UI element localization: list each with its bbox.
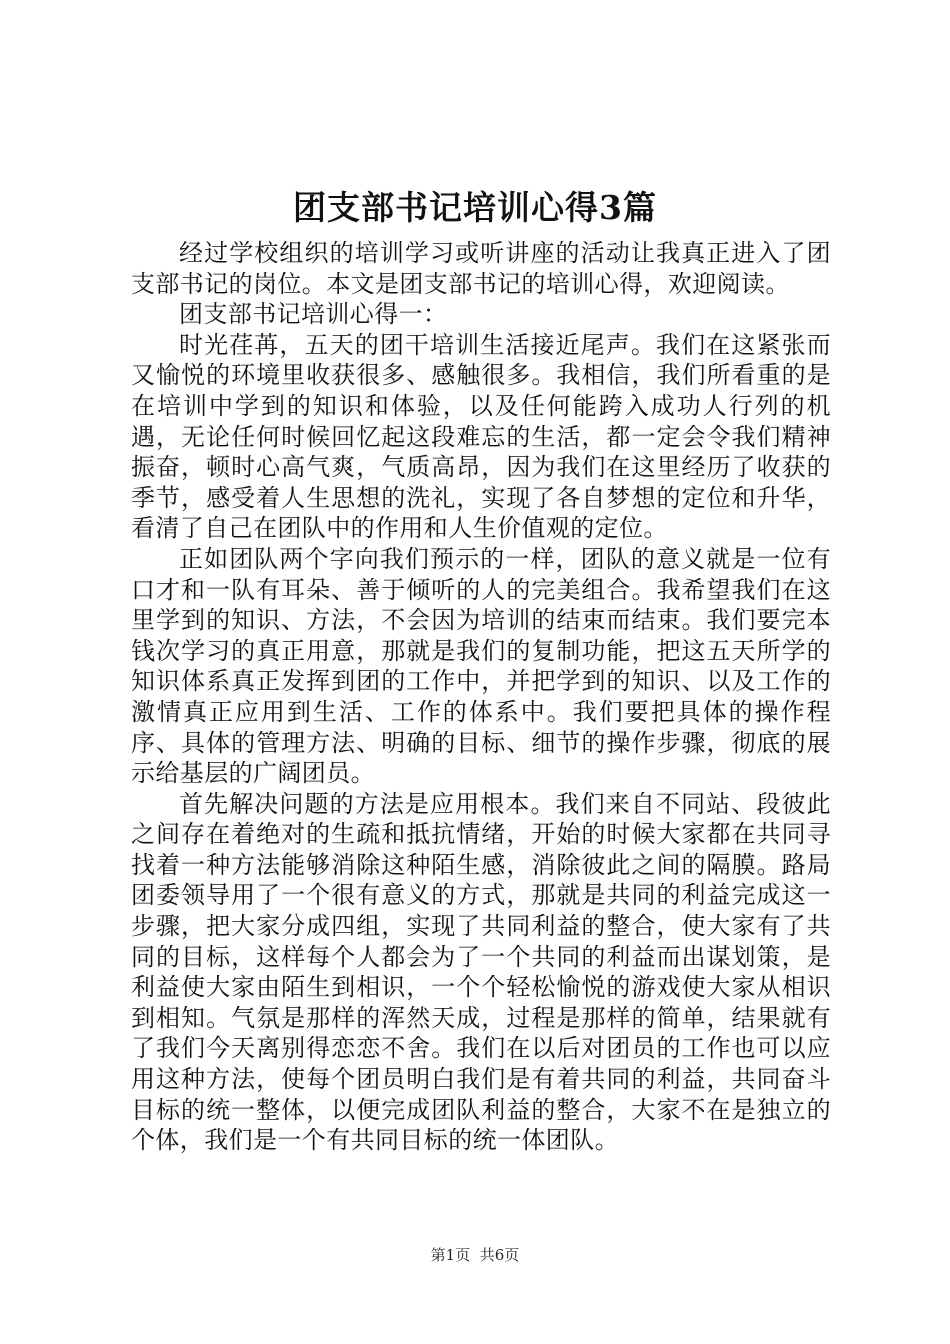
paragraph-intro: 经过学校组织的培训学习或听讲座的活动让我真正进入了团支部书记的岗位。本文是团支部书记的培训心得，欢迎阅读。 <box>131 239 831 298</box>
paragraph: 正如团队两个字向我们预示的一样，团队的意义就是一位有口才和一队有耳朵、善于倾听的人的完美组合。我希望我们在这里学到的知识、方法，不会因为培训的结束而结束。我们要完本钱次学习的真正用意，那就是我们的复制功能，把这五天所学的知识体系真正发挥到团的工作中，并把学到的知识、以及工作的激情真正应用到生活、工作的体系中。我们要把具体的操作程序、具体的管理方法、明确的目标、细节的操作步骤，彻底的展示给基层的广阔团员。 <box>131 544 831 788</box>
section-heading: 团支部书记培训心得一： <box>179 300 448 329</box>
paragraph: 首先解决问题的方法是应用根本。我们来自不同站、段彼此之间存在着绝对的生疏和抵抗情绪，开始的时候大家都在共同寻找着一种方法能够消除这种陌生感，消除彼此之间的隔膜。路局团委领导用了一个很有意义的方式，那就是共同的利益完成这一步骤，把大家分成四组，实现了共同利益的整合，使大家有了共同的目标，这样每个人都会为了一个共同的利益而出谋划策，是利益使大家由陌生到相识，一个个轻松愉悦的游戏使大家从相识到相知。气氛是那样的浑然天成，过程是那样的简单，结果就有了我们今天离别得恋恋不舍。我们在以后对团员的工作也可以应用这种方法，使每个团员明白我们是有着共同的利益，共同奋斗目标的统一整体，以便完成团队利益的整合，大家不在是独立的个体，我们是一个有共同目标的统一体团队。 <box>131 789 831 1155</box>
paragraph: 时光荏苒，五天的团干培训生活接近尾声。我们在这紧张而又愉悦的环境里收获很多、感触很多。我相信，我们所看重的是在培训中学到的知识和体验，以及任何能跨入成功人行列的机遇，无论任何时候回忆起这段难忘的生活，都一定会令我们精神振奋，顿时心高气爽，气质高昂，因为我们在这里经历了收获的季节，感受着人生思想的洗礼，实现了各自梦想的定位和升华，看清了自己在团队中的作用和人生价值观的定位。 <box>131 330 831 543</box>
page-footer <box>0 1244 950 1266</box>
page-number: 第1页 <box>430 1246 471 1264</box>
document-body <box>131 238 831 1156</box>
document-title: 团支部书记培训心得3篇 <box>293 188 657 227</box>
page-total: 共6页 <box>479 1246 520 1264</box>
